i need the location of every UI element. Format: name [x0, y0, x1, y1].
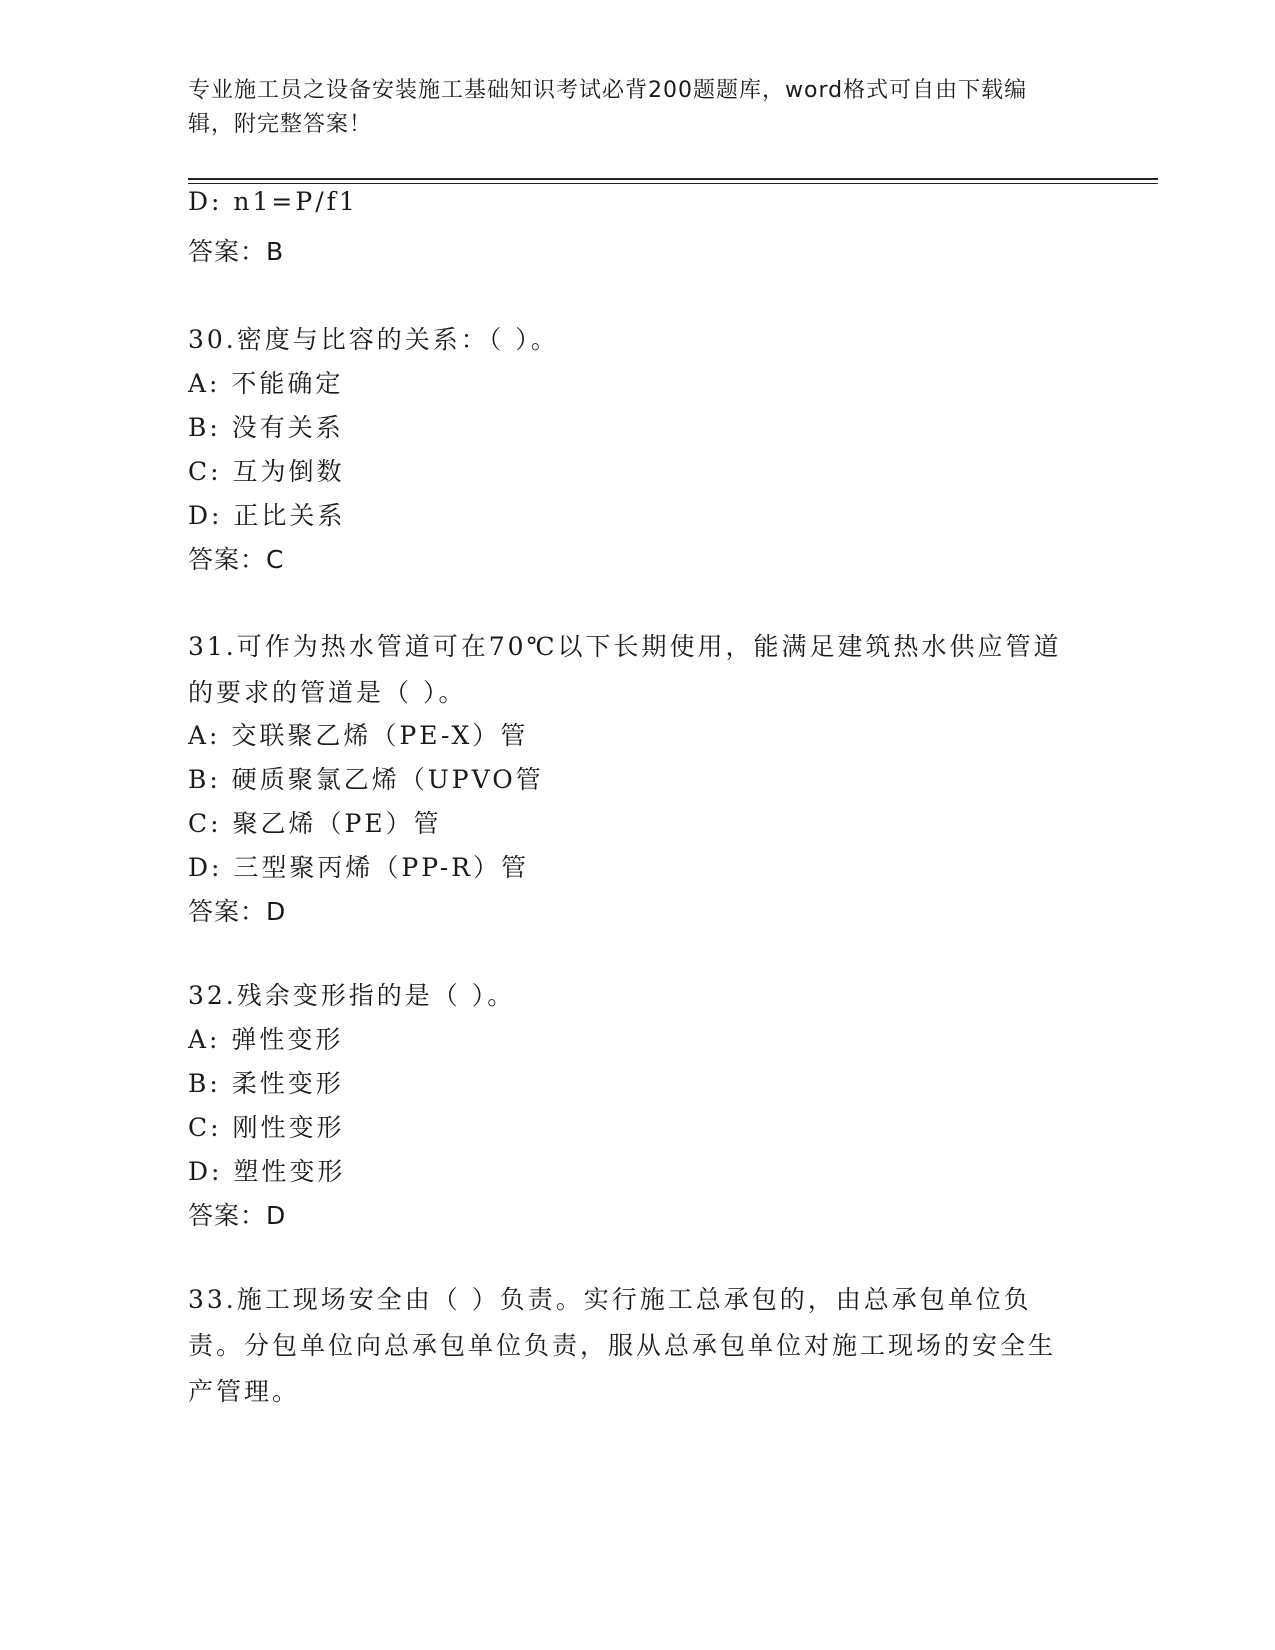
answer: 答案：D — [188, 897, 287, 926]
option-d: D: 塑性变形 — [188, 1157, 346, 1186]
option-d: D: 正比关系 — [188, 501, 346, 530]
header-divider-thin — [188, 183, 1158, 184]
option-a: A: 不能确定 — [188, 369, 344, 398]
option-d: D: n1=P/f1 — [188, 187, 358, 216]
option-a: A: 交联聚乙烯（PE-X）管 — [188, 721, 529, 750]
option-b: B: 没有关系 — [188, 413, 344, 442]
question-stem: 32.残余变形指的是（ ）。 — [188, 981, 516, 1010]
header-divider — [188, 178, 1158, 180]
option-c: C: 互为倒数 — [188, 457, 345, 486]
question-stem: 33.施工现场安全由（ ）负责。实行施工总承包的，由总承包单位负责。分包单位向总承包单位负责，服从总承包单位对施工现场的安全生产管理。 — [188, 1285, 1057, 1406]
option-a: A: 弹性变形 — [188, 1025, 344, 1054]
question-stem: 30.密度与比容的关系：（ ）。 — [188, 325, 559, 354]
answer: 答案：D — [188, 1201, 287, 1230]
option-c: C: 聚乙烯（PE）管 — [188, 809, 442, 838]
option-c: C: 刚性变形 — [188, 1113, 345, 1142]
option-d: D: 三型聚丙烯（PP-R）管 — [188, 853, 529, 882]
option-b: B: 硬质聚氯乙烯（UPVO管 — [188, 765, 544, 794]
answer: 答案：C — [188, 545, 285, 574]
document-header: 专业施工员之设备安装施工基础知识考试必背200题题库，word格式可自由下载编辑，附完整答案！ — [188, 78, 1028, 137]
answer: 答案：B — [188, 237, 285, 266]
option-b: B: 柔性变形 — [188, 1069, 344, 1098]
question-stem: 31.可作为热水管道可在70℃以下长期使用，能满足建筑热水供应管道的要求的管道是（ ）。 — [188, 632, 1062, 707]
